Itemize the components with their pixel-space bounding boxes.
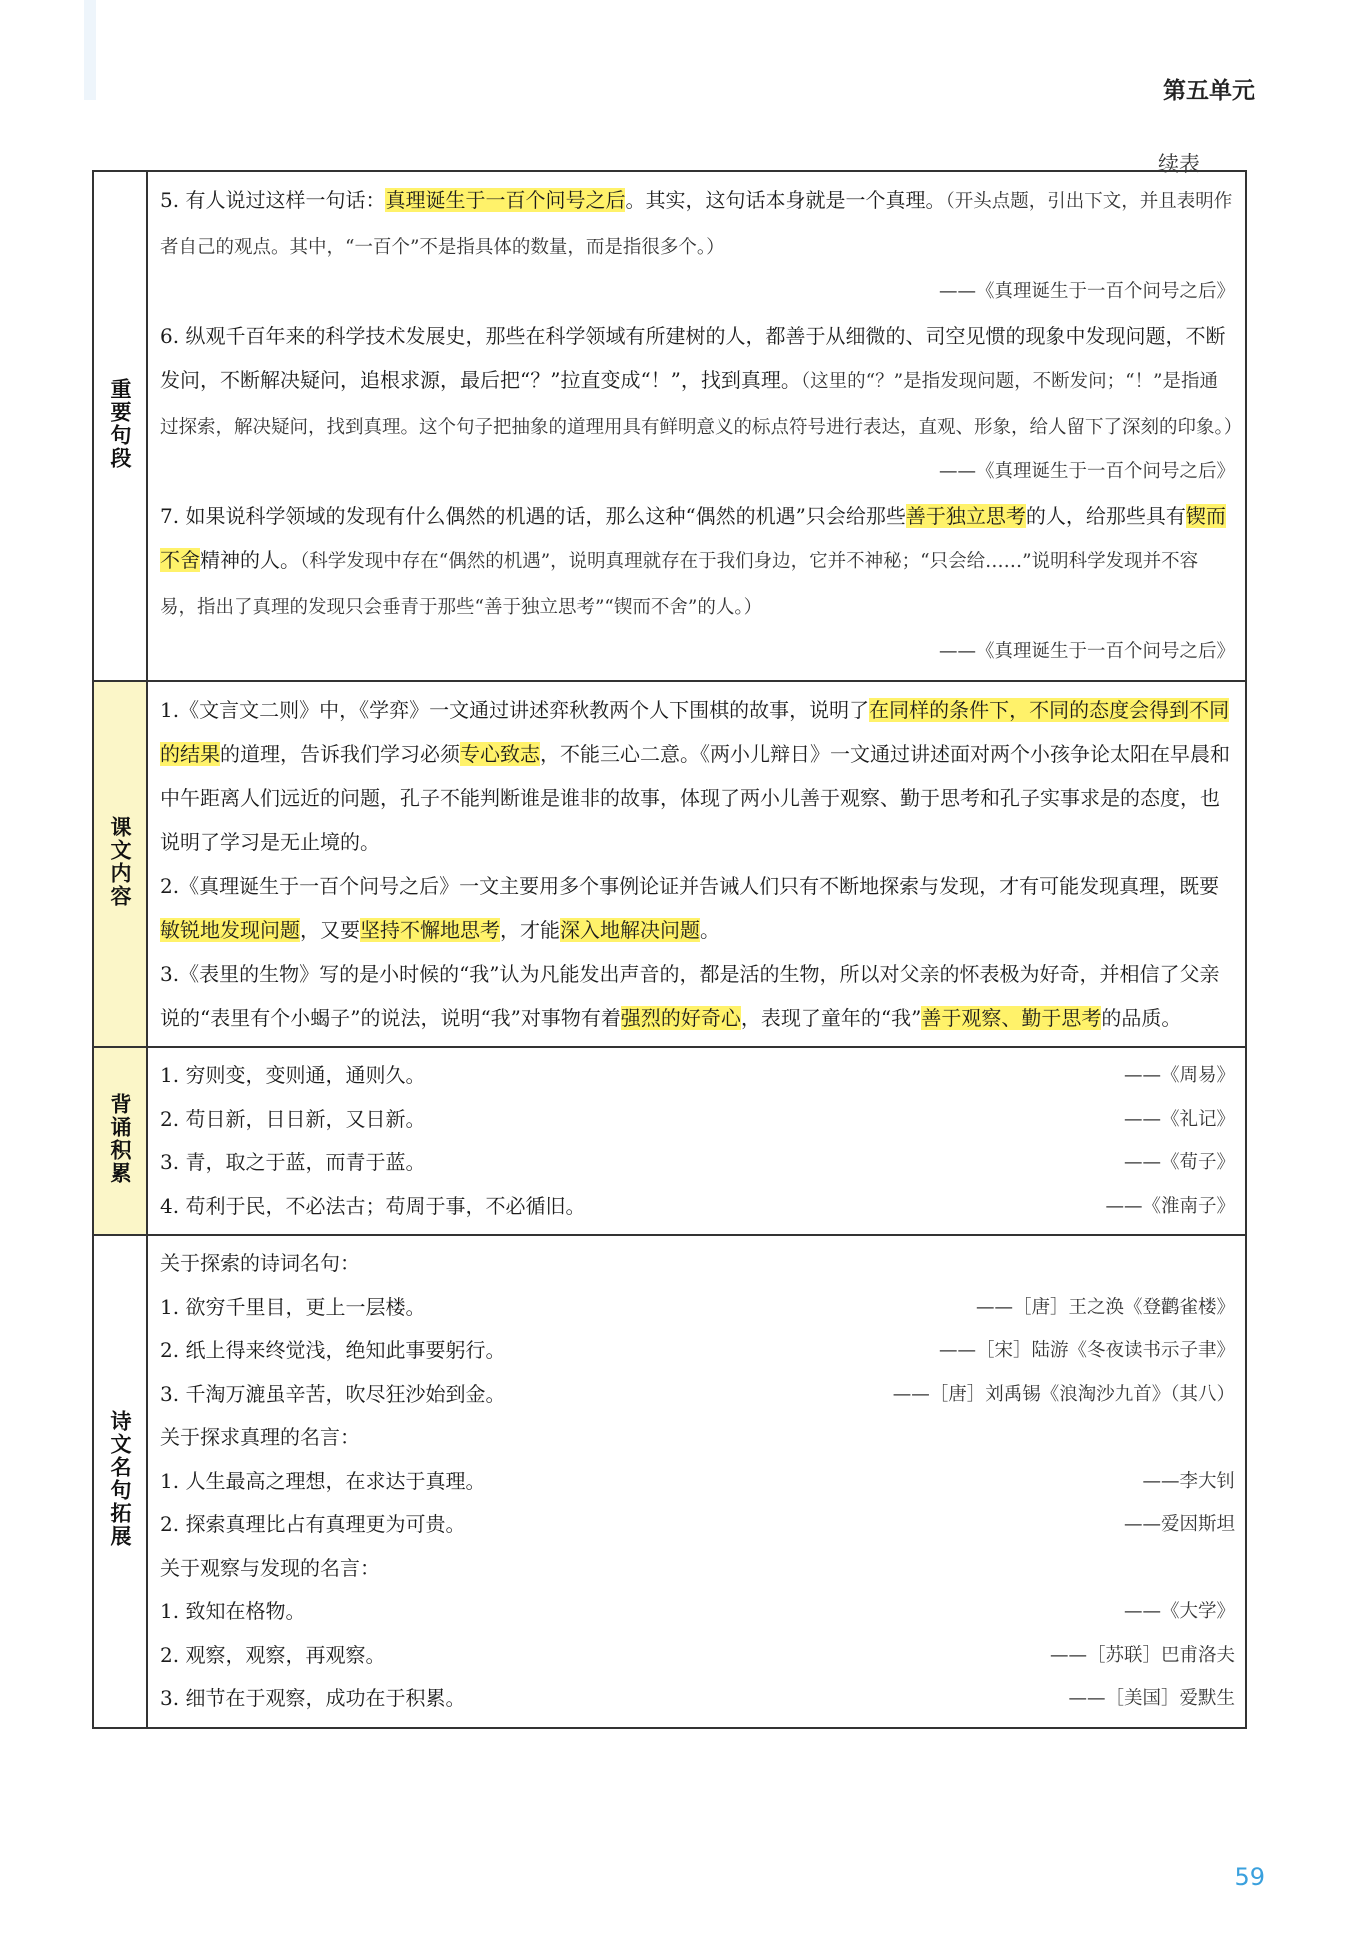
section-content: [147, 1235, 1246, 1728]
section-recitation: [93, 1047, 1246, 1235]
highlight: 强烈的好奇心: [620, 1006, 741, 1030]
highlight: 深入地解决问题: [560, 918, 700, 942]
recite-text: 2. 苟日新，日日新，又日新。: [160, 1106, 426, 1131]
sentence-item: [160, 178, 1235, 314]
quote-source: ——［宋］陆游《冬夜读书示子聿》: [938, 1340, 1235, 1361]
section-content: [147, 1047, 1246, 1235]
recite-item: [160, 1098, 1235, 1142]
sentence-text: 7. 如果说科学领域的发现有什么偶然的机遇的话，那么这种“偶然的机遇”只会给那些: [160, 504, 906, 528]
highlight: 善于独立思考: [905, 504, 1026, 528]
content-text: ，才能: [500, 918, 560, 942]
content-text: 3.《表里的生物》写的是小时候的“我”认为凡能发出声音的，都是活的生物，所以对父亲的怀表极为好奇，并相信了父亲说的“表里有个小蝎子”的说法，说明“我”对事物有着: [160, 962, 1220, 1030]
quote-text: 3. 细节在于观察，成功在于积累。: [160, 1686, 466, 1710]
quote-group-heading: 关于探求真理的名言：: [160, 1425, 360, 1449]
quote-text: 1. 人生最高之理想，在求达于真理。: [160, 1468, 486, 1493]
quote-source: ——李大钊: [1142, 1470, 1235, 1492]
quote-item: [160, 1590, 1235, 1634]
quote-group-heading: 关于探索的诗词名句：: [160, 1251, 360, 1275]
sentence-source: ——《真理诞生于一百个问号之后》: [938, 281, 1235, 302]
quote-group-heading: 关于观察与发现的名言：: [160, 1555, 380, 1580]
section-label-cell: [93, 1235, 147, 1728]
highlight: 锲而不舍: [160, 504, 1226, 572]
sentence-note: （这里的“？”是指发现问题，不断发问；“！”是指通过探索，解决疑问，找到真理。这个句子把抽象的道理用具有鲜明意义的标点符号进行表达，直观、形象，给人留下了深刻的印象。）: [160, 371, 1243, 438]
quote-item: [160, 1634, 1235, 1678]
quote-source: ——《大学》: [1123, 1601, 1235, 1622]
content-text: ，不能三心二意。《两小儿辩日》一文通过讲述面对两个小孩争论太阳在早晨和中午距离人们远近的问题，孔子不能判断谁是谁非的故事，体现了两小儿善于观察、勤于思考和孔子实事求是的态度，也说明了学习是无止境的。: [160, 742, 1230, 854]
sentence-source: ——《真理诞生于一百个问号之后》: [938, 461, 1235, 482]
table-continued-caption: 续表: [1158, 152, 1200, 176]
quote-text: 1. 致知在格物。: [160, 1599, 306, 1623]
content-text: 。: [700, 918, 720, 942]
highlight: 在同样的条件下，不同的态度会得到不同的结果: [160, 698, 1230, 766]
highlight: 善于观察、勤于思考: [921, 1006, 1102, 1030]
quote-source: ——爱因斯坦: [1123, 1514, 1235, 1535]
section-lesson-content: [93, 681, 1246, 1047]
highlight: 真理诞生于一百个问号之后: [385, 188, 626, 212]
sentence-text: 。其实，这句话本身就是一个真理。: [625, 188, 946, 212]
quote-item: [160, 1286, 1235, 1330]
recite-item: [160, 1185, 1235, 1229]
recite-text: 3. 青，取之于蓝，而青于蓝。: [160, 1150, 426, 1174]
highlight: 坚持不懈地思考: [360, 918, 500, 942]
section-label: 重要句段: [108, 378, 132, 470]
quote-item: [160, 1503, 1235, 1547]
sentence-item: [160, 314, 1243, 494]
section-content: [147, 171, 1246, 681]
sentence-note: （开头点题，引出下文，并且表明作者自己的观点。其中，“一百个”不是指具体的数量，而是指很多个。）: [160, 191, 1233, 258]
recite-source: ——《淮南子》: [1105, 1195, 1235, 1217]
content-item: [160, 688, 1235, 864]
quote-item: [160, 1329, 1235, 1373]
quote-text: 2. 纸上得来终觉浅，绝知此事要躬行。: [160, 1338, 506, 1362]
recite-text: 1. 穷则变，变则通，通则久。: [160, 1063, 426, 1087]
sentence-note: （科学发现中存在“偶然的机遇”，说明真理就存在于我们身边，它并不神秘；“只会给……”说明科学发现并不容易，指出了真理的发现只会垂青于那些“善于独立思考”“锲而不舍”的人。）: [160, 551, 1199, 618]
section-label: 诗文名句拓展: [108, 1410, 132, 1549]
sentence-text: 的人，给那些具有: [1025, 504, 1186, 528]
sentence-item: [160, 494, 1235, 674]
recite-source: ——《荀子》: [1123, 1152, 1235, 1173]
quote-text: 1. 欲穷千里目，更上一层楼。: [160, 1294, 426, 1319]
sentence-text: 6. 纵观千百年来的科学技术发展史，那些在科学领域有所建树的人，都善于从细微的、司空见惯的现象中发现问题，不断发问，不断解决疑问，追根求源，最后把“？”拉直变成“！”，找到真理。: [160, 324, 1226, 392]
content-item: [160, 864, 1235, 952]
sentence-source: ——《真理诞生于一百个问号之后》: [938, 641, 1235, 662]
quote-source: ——［美国］爱默生: [1068, 1688, 1235, 1709]
recite-text: 4. 苟利于民，不必法古；苟周于事，不必循旧。: [160, 1193, 586, 1218]
content-text: 2.《真理诞生于一百个问号之后》一文主要用多个事例论证并告诫人们只有不断地探索与发现，才有可能发现真理，既要: [160, 874, 1220, 898]
recite-source: ——《周易》: [1123, 1065, 1235, 1086]
section-label: 课文内容: [108, 816, 132, 908]
quote-text: 2. 探索真理比占有真理更为可贵。: [160, 1512, 466, 1536]
content-text: 的品质。: [1101, 1006, 1182, 1030]
section-label-cell: [93, 171, 147, 681]
section-important-sentences: [93, 171, 1246, 681]
section-label-cell: [93, 1047, 147, 1235]
quote-item: [160, 1677, 1235, 1721]
section-label: 背诵积累: [108, 1093, 132, 1185]
quote-source: ——［唐］刘禹锡《浪淘沙九首》（其八）: [892, 1383, 1235, 1405]
recite-source: ——《礼记》: [1123, 1108, 1235, 1130]
content-text: 1.《文言文二则》中，《学弈》一文通过讲述弈秋教两个人下围棋的故事，说明了: [160, 698, 870, 722]
content-text: ，表现了童年的“我”: [740, 1006, 922, 1030]
content-text: ，又要: [300, 918, 360, 942]
section-content: [147, 681, 1246, 1047]
section-quote-extension: [93, 1235, 1246, 1728]
unit-title: 第五单元: [1163, 78, 1255, 104]
highlight: 敏锐地发现问题: [160, 918, 300, 942]
sentence-text: 5. 有人说过这样一句话：: [160, 188, 386, 212]
quote-text: 2. 观察，观察，再观察。: [160, 1642, 386, 1667]
quote-item: [160, 1460, 1235, 1504]
quote-source: ——［苏联］巴甫洛夫: [1049, 1644, 1235, 1666]
unit-summary-table: [92, 170, 1247, 1729]
content-item: [160, 952, 1235, 1040]
page-number: 59: [1234, 1863, 1265, 1891]
recite-item: [160, 1141, 1235, 1185]
content-text: 的道理，告诉我们学习必须: [220, 742, 460, 766]
section-label-cell: [93, 681, 147, 1047]
quote-item: [160, 1373, 1235, 1417]
highlight: 专心致志: [460, 742, 540, 766]
page-edge-strip: [84, 0, 96, 100]
recite-item: [160, 1054, 1235, 1098]
quote-text: 3. 千淘万漉虽辛苦，吹尽狂沙始到金。: [160, 1381, 506, 1406]
quote-source: ——［唐］王之涣《登鹳雀楼》: [975, 1296, 1235, 1318]
sentence-text: 精神的人。: [200, 548, 300, 572]
